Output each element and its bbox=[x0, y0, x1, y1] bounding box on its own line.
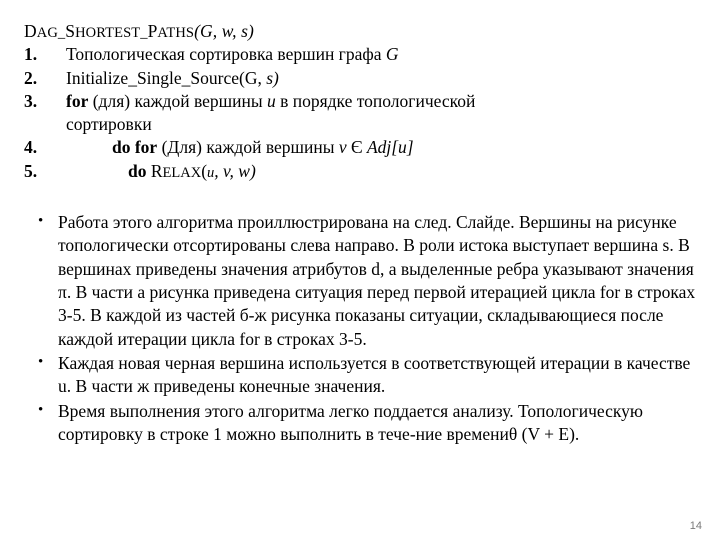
algorithm-line-5-number: 5. bbox=[24, 160, 38, 181]
algorithm-line-3-text2: в порядке топологической bbox=[275, 90, 476, 111]
algorithm-title-part-underscore2: _ bbox=[140, 25, 148, 41]
algorithm-line-5 bbox=[24, 160, 696, 183]
bullet-text: Время выполнения этого алгоритма легко поддается анализу. Топологическую сортировку в строке 1 можно выполнить в тече-ние времениθ (V + E). bbox=[58, 400, 643, 445]
algorithm-line-5-keyword: do bbox=[128, 160, 147, 181]
algorithm-line-2-number: 2. bbox=[24, 67, 38, 88]
algorithm-line-1-var: G bbox=[385, 44, 399, 65]
algorithm-line-1-number: 1. bbox=[24, 44, 38, 65]
algorithm-title-part-aths: ATHS bbox=[157, 25, 195, 41]
bullet-text: Каждая новая черная вершина используется в соответствующей итерации в качестве u. В части ж приведены конечные значения. bbox=[58, 353, 691, 397]
algorithm-line-4-keyword: do for bbox=[112, 137, 158, 158]
algorithm-title-part-underscore1: _ bbox=[57, 25, 66, 41]
algorithm-line-5-relax-rest: ELAX bbox=[162, 164, 202, 181]
bullet-marker-icon: • bbox=[38, 354, 44, 371]
bullet-marker-icon: • bbox=[38, 401, 44, 418]
algorithm-line-2-var: s) bbox=[266, 67, 279, 88]
bullet-list bbox=[24, 211, 696, 447]
algorithm-line-5-arg-u: u bbox=[207, 164, 215, 181]
algorithm-line-1-body bbox=[50, 43, 696, 66]
algorithm-line-5-relax-r: R bbox=[150, 160, 163, 181]
algorithm-line-5-comma: , bbox=[214, 160, 224, 181]
algorithm-line-3-number: 3. bbox=[24, 90, 38, 111]
bullet-item bbox=[34, 400, 696, 447]
bullet-item bbox=[34, 352, 696, 399]
algorithm-line-3-var-u: u bbox=[266, 90, 276, 111]
algorithm-title bbox=[24, 20, 696, 43]
algorithm-line-4-body bbox=[50, 136, 696, 159]
algorithm-title-args: (G, w, s) bbox=[194, 21, 254, 41]
algorithm-line-5-paren: ( bbox=[201, 160, 208, 181]
algorithm-line-2-body bbox=[50, 67, 696, 90]
algorithm-block bbox=[24, 20, 696, 183]
algorithm-line-4-var-v: v bbox=[338, 137, 347, 158]
algorithm-line-4-text: (Для) каждой вершины bbox=[157, 137, 339, 158]
algorithm-line-2-text: Initialize_Single_Source(G, bbox=[66, 67, 267, 88]
bullet-text: Работа этого алгоритма проиллюстрирована на след. Слайде. Вершины на рисунке топологически отсортированы слева направо. В роли истока выступает вершина s. В вершинах приведены значения атрибутов d, а выделенные ребра указывают значения π. В части а рисунка приведена ситуация перед первой итерацией цикла for в строках 3-5. В каждой из частей б-ж рисунка показаны ситуации, складывающиеся после каждой итерации цикла for в строках 3-5. bbox=[58, 211, 696, 349]
algorithm-line-4-adj: Adj[u] bbox=[366, 137, 414, 158]
bullet-marker-icon: • bbox=[38, 212, 44, 229]
algorithm-line-3-keyword: for bbox=[66, 90, 89, 111]
algorithm-title-part-hortest: HORTEST bbox=[75, 25, 141, 41]
algorithm-title-part-ag: AG bbox=[36, 25, 58, 41]
algorithm-line-3-body bbox=[50, 90, 696, 113]
algorithm-line-3 bbox=[24, 90, 696, 113]
algorithm-title-part-d: D bbox=[24, 21, 37, 41]
bullet-item bbox=[34, 211, 696, 351]
algorithm-line-3-continuation: сортировки bbox=[66, 114, 152, 135]
algorithm-line-1 bbox=[24, 43, 696, 66]
algorithm-line-4-number: 4. bbox=[24, 137, 38, 158]
algorithm-line-3-text: (для) каждой вершины bbox=[88, 90, 267, 111]
algorithm-line-5-arg-w: , w) bbox=[229, 160, 256, 181]
algorithm-title-part-s: S bbox=[65, 21, 76, 41]
algorithm-line-4 bbox=[24, 136, 696, 159]
algorithm-line-2 bbox=[24, 67, 696, 90]
algorithm-line-5-body bbox=[50, 160, 696, 183]
algorithm-line-4-text2: Є bbox=[346, 137, 367, 158]
algorithm-line-5-arg-v: v bbox=[223, 160, 230, 181]
algorithm-line-1-text: Топологическая сортировка вершин графа bbox=[66, 44, 386, 65]
algorithm-title-part-p: P bbox=[147, 21, 158, 41]
page-number: 14 bbox=[689, 520, 702, 532]
